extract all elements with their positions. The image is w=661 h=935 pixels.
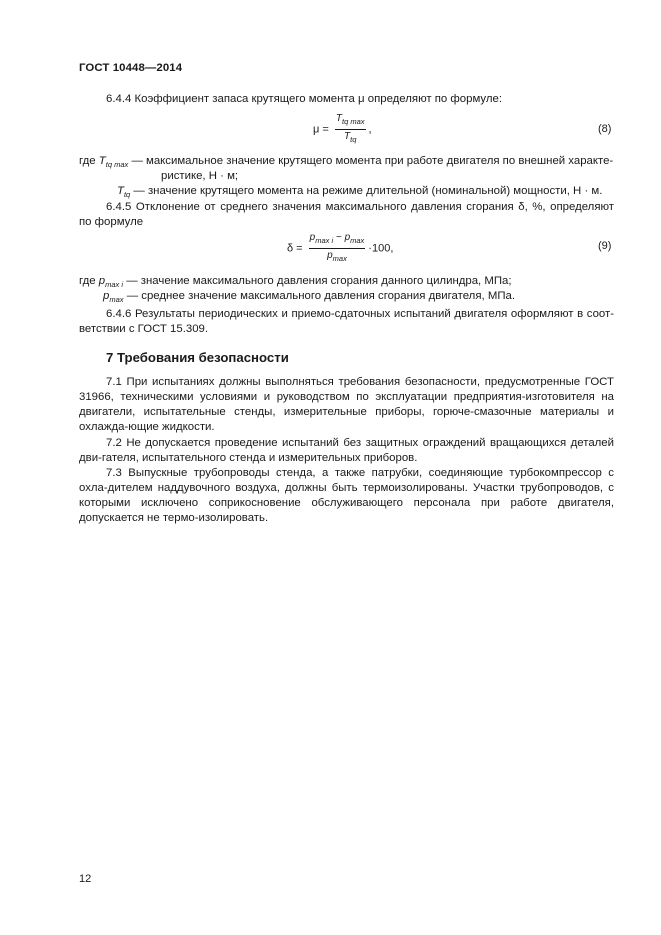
formula-8-numerator: $T_{tq max}$: [335, 113, 366, 130]
definition-pmax-i: где $p_{max i}$ — значение максимального давления сгорания данного цилиндра, МПа;: [79, 275, 512, 289]
paragraph-6-4-6: 6.4.6 Результаты периодических и приемо-сдаточных испытаний двигателя оформляют в соот-ветствии с ГОСТ 15.309.: [79, 308, 614, 335]
equation-number-8: (8): [598, 123, 612, 135]
definition-tq-max-continuation: ристике, Н · м;: [161, 170, 239, 182]
equation-number-9: (9): [598, 240, 612, 252]
formula-8-lhs: μ =: [313, 123, 329, 136]
paragraph-7-2: 7.2 Не допускается проведение испытаний без защитных ограждений вращающихся деталей дви-гателя, испытательного стенда и измерительных приборов.: [79, 437, 614, 464]
paragraph-6-4-4: 6.4.4 Коэффициент запаса крутящего момента μ определяют по формуле:: [106, 93, 503, 105]
section-7-title: 7 Требования безопасности: [106, 350, 289, 365]
definition-tq: $T_{tq}$ — значение крутящего момента на режиме длительной (номинальной) мощности, Н · м.: [117, 185, 603, 199]
document-header: ГОСТ 10448—2014: [79, 62, 183, 74]
paragraph-6-4-5: 6.4.5 Отклонение от среднего значения максимального давления сгорания δ, %, определяют по формуле: [79, 201, 614, 228]
formula-9: [287, 232, 393, 265]
formula-9-tail: ·100,: [368, 242, 394, 255]
formula-8-denominator: $T_{tq}$: [344, 131, 357, 144]
definition-pmax: $p_{max}$ — среднее значение максимального давления сгорания двигателя, МПа.: [103, 290, 516, 304]
formula-9-numerator: $p_{max i} - p_{max}$: [309, 232, 366, 249]
formula-8-tail: ,: [368, 123, 372, 136]
paragraph-7-1: 7.1 При испытаниях должны выполняться требования безопасности, предусмотренные ГОСТ 31966, техническими условиями и руководством по эксплуатации предприятия-изготовителя на двигатели, испытательные стенды, измерительные приборы, горюче-смазочные материалы и охлажда-ющие жидкости.: [79, 376, 614, 433]
formula-9-fraction: [309, 232, 366, 265]
formula-8: [313, 113, 372, 146]
formula-9-denominator: $p_{max}$: [327, 250, 347, 263]
formula-9-lhs: δ =: [287, 242, 303, 255]
formula-8-fraction: [335, 113, 366, 146]
paragraph-7-3: 7.3 Выпускные трубопроводы стенда, а также патрубки, соединяющие турбокомпрессор с охла-дителем наддувочного воздуха, должны быть термоизолированы. Участки трубопроводов, с которыми исключено соприкосновение обслуживающего персонала при работе двигателя, допускается не термо-изолировать.: [79, 467, 614, 524]
definition-tq-max: где $T_{tq max}$ — максимальное значение крутящего момента при работе двигателя по внешней характе-: [79, 155, 614, 169]
page-number: 12: [79, 873, 92, 885]
